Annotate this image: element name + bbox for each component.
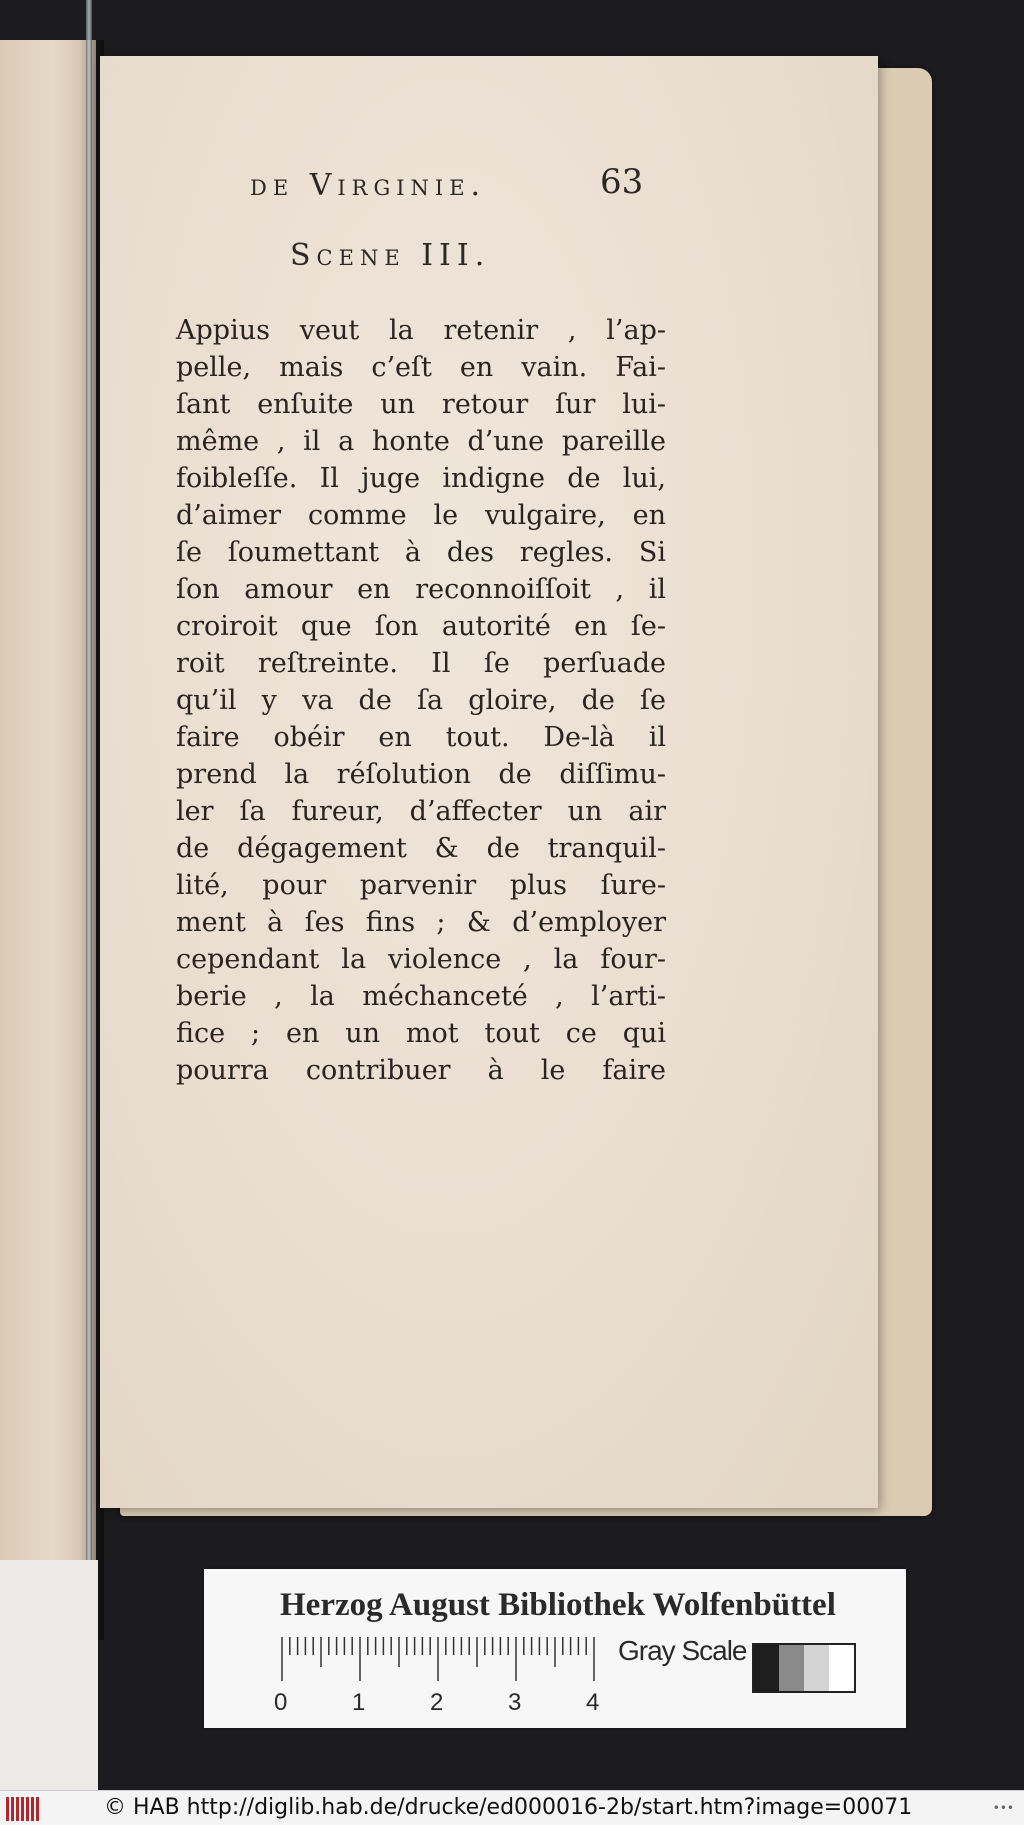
- text-line: d’aimer comme le vulgaire, en: [176, 500, 666, 531]
- left-label-card: [0, 1560, 98, 1790]
- text-line: de dégagement & de tranquil-: [176, 833, 666, 864]
- ruler-label: 0: [274, 1689, 288, 1716]
- gray-swatch: [804, 1645, 829, 1691]
- text-line: foibleſſe. Il juge indigne de lui,: [176, 463, 666, 494]
- body-text: [176, 312, 666, 1089]
- text-line: pourra contribuer à le faire: [176, 1055, 666, 1086]
- text-line: même , il a honte d’une pareille: [176, 426, 666, 457]
- gray-scale-swatches: [752, 1643, 856, 1693]
- text-line: ler ſa fureur, d’affecter un air: [176, 796, 666, 827]
- ruler-label: 3: [508, 1689, 522, 1716]
- running-head: [250, 162, 670, 212]
- ruler-label: 4: [586, 1689, 600, 1716]
- hab-logo-icon: [6, 1797, 46, 1821]
- text-line: croiroit que ſon autorité en ſe-: [176, 611, 666, 642]
- text-line: cependant la violence , la four-: [176, 944, 666, 975]
- text-line: lité, pour parvenir plus ſure-: [176, 870, 666, 901]
- status-bar: [0, 1790, 1024, 1825]
- ruler-label: 2: [430, 1689, 444, 1716]
- more-dots-icon[interactable]: •••: [992, 1801, 1014, 1815]
- text-line: Appius veut la retenir , l’ap-: [176, 315, 666, 346]
- gray-scale-label: Gray Scale: [618, 1635, 747, 1666]
- text-line: ſe ſoumettant à des regles. Si: [176, 537, 666, 568]
- ruler-scale: [280, 1633, 598, 1697]
- copyright-url-text[interactable]: © HAB http://diglib.hab.de/drucke/ed000016-2b/start.htm?image=00071: [104, 1795, 913, 1820]
- text-line: faire obéir en tout. De-là il: [176, 722, 666, 753]
- ruler-label: 1: [352, 1689, 366, 1716]
- text-line: ſon amour en reconnoiſſoit , il: [176, 574, 666, 605]
- text-line: ment à ſes fins ; & d’employer: [176, 907, 666, 938]
- calibration-card: [204, 1569, 906, 1728]
- text-line: roit reſtreinte. Il ſe perſuade: [176, 648, 666, 679]
- gray-swatch: [829, 1645, 854, 1691]
- text-line: qu’il y va de ſa gloire, de ſe: [176, 685, 666, 716]
- page-number: 63: [600, 162, 644, 202]
- text-line: ſant enſuite un retour ſur lui-: [176, 389, 666, 420]
- text-line: prend la réſolution de diſſimu-: [176, 759, 666, 790]
- gray-swatch: [754, 1645, 779, 1691]
- gray-swatch: [779, 1645, 804, 1691]
- library-name: Herzog August Bibliothek Wolfenbüttel: [280, 1587, 836, 1623]
- text-line: pelle, mais c’eſt en vain. Fai-: [176, 352, 666, 383]
- text-line: fice ; en un mot tout ce qui: [176, 1018, 666, 1049]
- scene-title: Scene III.: [290, 238, 491, 273]
- glass-plate-edge: [86, 0, 92, 1790]
- text-line: berie , la méchanceté , l’arti-: [176, 981, 666, 1012]
- running-title: de Virginie.: [250, 168, 487, 203]
